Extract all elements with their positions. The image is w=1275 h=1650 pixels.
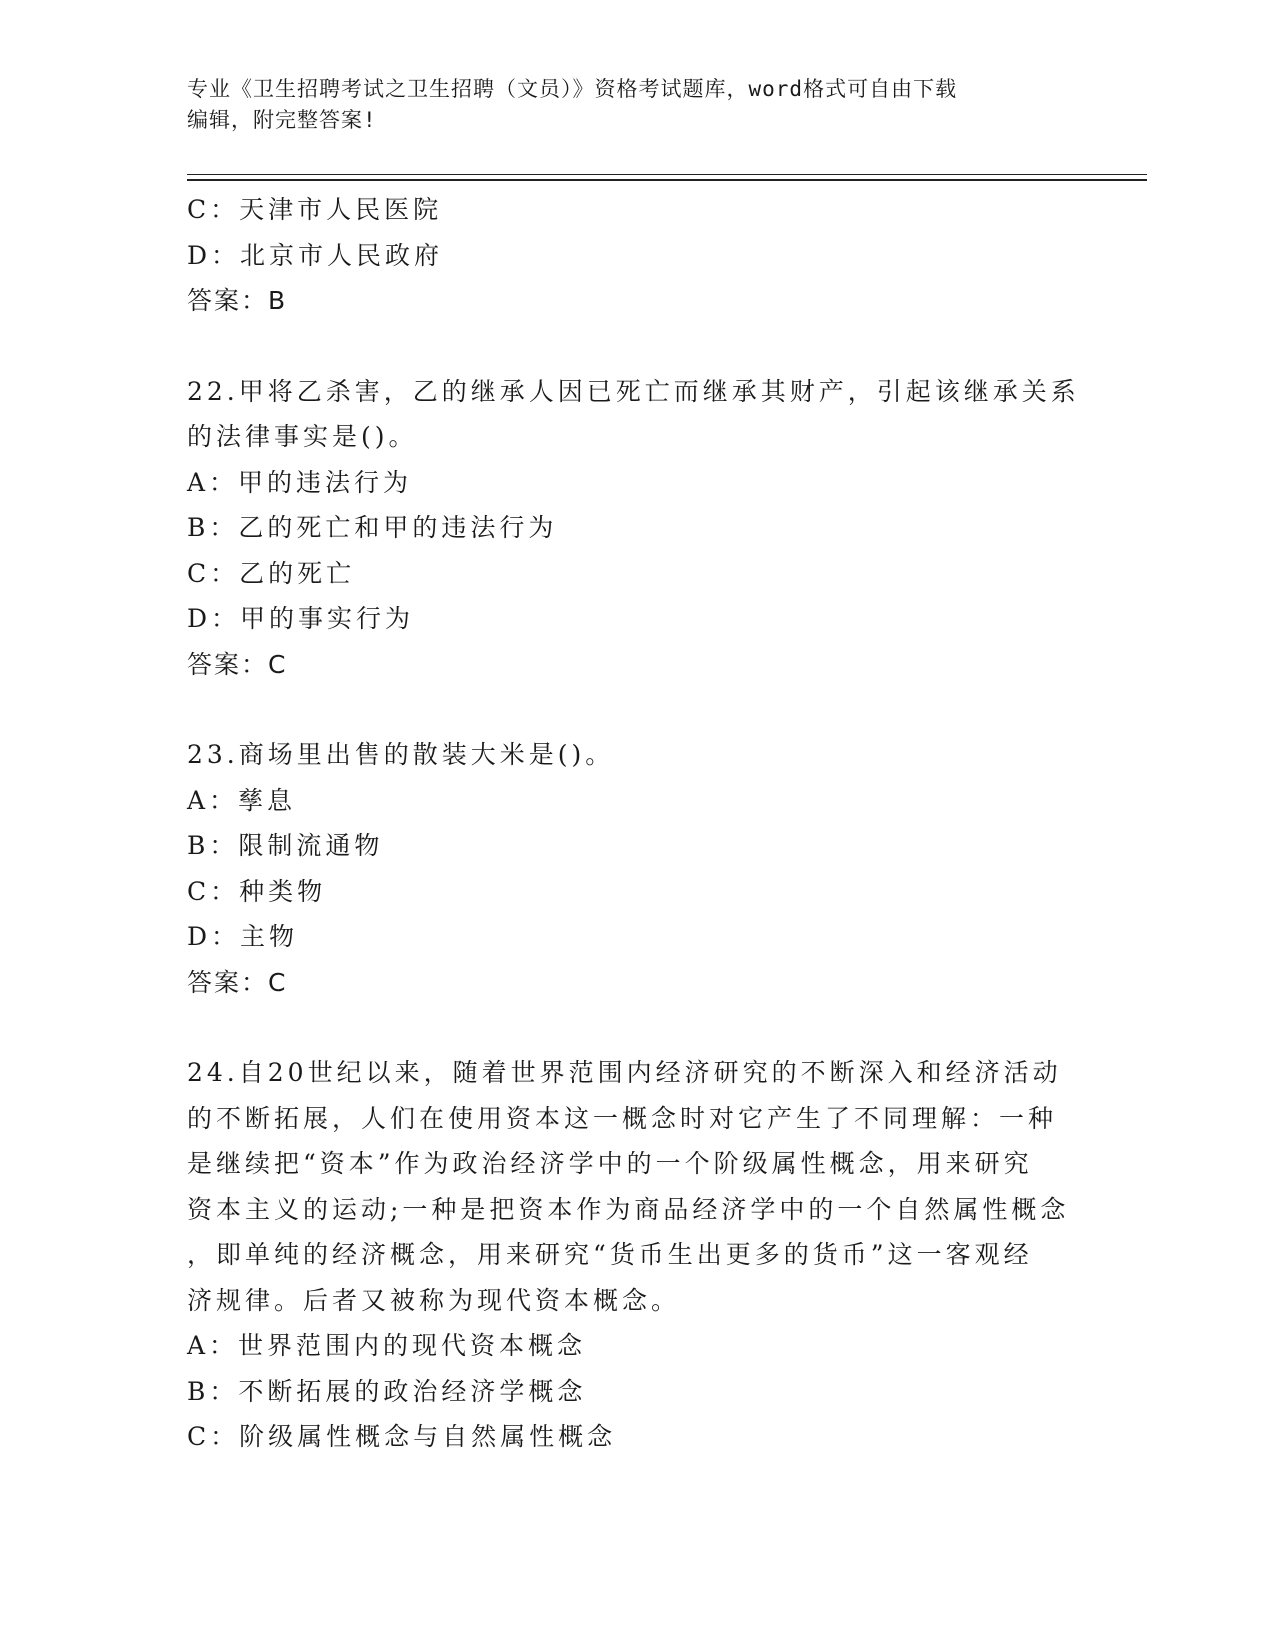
q24-stem-line-2: 的不断拓展，人们在使用资本这一概念时对它产生了不同理解：一种 (187, 1103, 1058, 1133)
q24-option-c: C：阶级属性概念与自然属性概念 (187, 1422, 617, 1451)
header-divider-thin (187, 174, 1147, 175)
q24-stem-line-1: 24.自20世纪以来，随着世界范围内经济研究的不断深入和经济活动 (187, 1058, 1062, 1087)
q23-answer: 答案：C (187, 967, 288, 997)
q22-option-c: C：乙的死亡 (187, 558, 356, 588)
q23-option-c: C：种类物 (187, 876, 327, 906)
q22-stem-line-1: 22.甲将乙杀害，乙的继承人因已死亡而继承其财产，引起该继承关系 (187, 376, 1080, 406)
prev-option-d: D：北京市人民政府 (187, 240, 444, 270)
q23-option-d: D：主物 (187, 922, 299, 951)
q24-option-a: A：世界范围内的现代资本概念 (187, 1331, 587, 1360)
q22-answer: 答案：C (187, 649, 288, 679)
q24-option-b: B：不断拓展的政治经济学概念 (187, 1376, 587, 1406)
q24-stem-line-4: 资本主义的运动;一种是把资本作为商品经济学中的一个自然属性概念 (187, 1194, 1070, 1224)
document-header (187, 74, 1087, 136)
q24-stem-line-3: 是继续把“资本”作为政治经济学中的一个阶级属性概念，用来研究 (187, 1149, 1033, 1178)
q23-option-a: A：孳息 (187, 785, 297, 815)
header-line-1: 专业《卫生招聘考试之卫生招聘（文员）》资格考试题库，word格式可自由下载 (187, 77, 958, 101)
header-line-2: 编辑，附完整答案! (187, 108, 377, 132)
q22-option-b: B：乙的死亡和甲的违法行为 (187, 513, 558, 542)
q23-stem: 23.商场里出售的散装大米是()。 (187, 740, 615, 769)
prev-answer: 答案：B (187, 286, 288, 315)
q22-option-a: A：甲的违法行为 (187, 467, 413, 497)
question-list (187, 187, 1087, 1460)
q22-option-d: D：甲的事实行为 (187, 604, 415, 633)
q23-option-b: B：限制流通物 (187, 831, 384, 860)
prev-option-c: C：天津市人民医院 (187, 195, 443, 224)
q22-stem-line-2: 的法律事实是()。 (187, 422, 418, 451)
q24-stem-line-5: ，即单纯的经济概念，用来研究“货币生出更多的货币”这一客观经 (187, 1240, 1033, 1269)
header-divider-thick (187, 179, 1147, 181)
q24-stem-line-6: 济规律。后者又被称为现代资本概念。 (187, 1285, 681, 1315)
